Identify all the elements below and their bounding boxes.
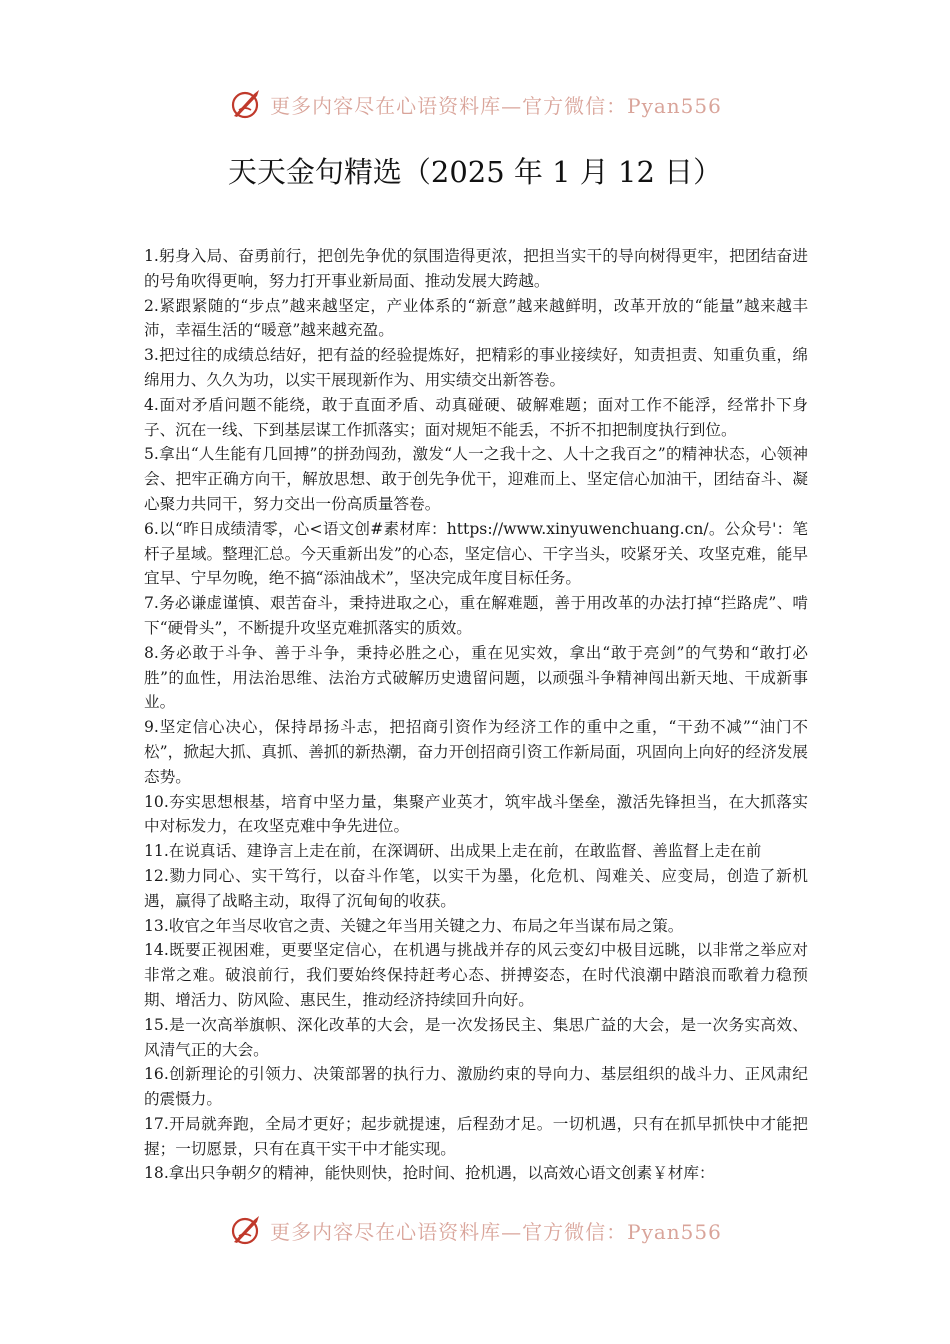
pen-logo-icon bbox=[228, 86, 264, 122]
list-item: 2.紧跟紧随的“步点”越来越坚定，产业体系的“新意”越来越鲜明，改革开放的“能量”越来越丰沛，幸福生活的“暖意”越来越充盈。 bbox=[144, 296, 808, 340]
list-item: 10.夯实思想根基，培育中坚力量，集聚产业英才，筑牢战斗堡垒，激活先锋担当，在大抓落实中对标发力，在攻坚克难中争先进位。 bbox=[144, 792, 808, 836]
header-banner bbox=[0, 84, 950, 124]
header-banner-text: 更多内容尽在心语资料库—官方微信：Pyan556 bbox=[270, 93, 722, 118]
list-item: 11.在说真话、建诤言上走在前，在深调研、出成果上走在前，在敢监督、善监督上走在前 bbox=[144, 842, 762, 861]
list-item: 1.躬身入局、奋勇前行，把创先争优的氛围造得更浓，把担当实干的导向树得更牢，把团结奋进的号角吹得更响，努力打开事业新局面、推动发展大跨越。 bbox=[144, 247, 808, 290]
list-item: 5.拿出“人生能有几回搏”的拼劲闯劲，激发“人一之我十之、人十之我百之”的精神状态，心领神会、把牢正确方向干，解放思想、敢于创先争优干，迎难而上、坚定信心加油干，团结奋斗、凝心聚力共同干，努力交出一份高质量答卷。 bbox=[144, 445, 808, 513]
footer-banner-text: 更多内容尽在心语资料库—官方微信：Pyan556 bbox=[270, 1219, 722, 1244]
list-item: 9.坚定信心决心，保持昂扬斗志，把招商引资作为经济工作的重中之重，“干劲不减”“油门不松”，掀起大抓、真抓、善抓的新热潮，奋力开创招商引资工作新局面，巩固向上向好的经济发展态势。 bbox=[144, 718, 808, 786]
footer-banner bbox=[0, 1210, 950, 1250]
document-body bbox=[144, 244, 808, 1186]
list-item: 12.勠力同心、实干笃行，以奋斗作笔，以实干为墨，化危机、闯难关、应变局，创造了新机遇，赢得了战略主动，取得了沉甸甸的收获。 bbox=[144, 866, 808, 910]
list-item: 15.是一次高举旗帜、深化改革的大会，是一次发扬民主、集思广益的大会，是一次务实高效、风清气正的大会。 bbox=[144, 1015, 808, 1059]
page-title: 天天金句精选（2025 年 1 月 12 日） bbox=[227, 155, 723, 189]
list-item: 6.以“昨日成绩清零，心<语文创#素材库：https://www.xinyuwenchuang.cn/。公众号'：笔杆子星域。整理汇总。今天重新出发”的心态，坚定信心、干字当头，咬紧牙关、攻坚克难，能早宜早、宁早勿晚，绝不搞“添油战术”，坚决完成年度目标任务。 bbox=[144, 519, 808, 588]
list-item: 14.既要正视困难，更要坚定信心，在机遇与挑战并存的风云变幻中极目远眺，以非常之举应对非常之难。破浪前行，我们要始终保持赶考心态、拼搏姿态，在时代浪潮中踏浪而歌着力稳预期、增活力、防风险、惠民生，推动经济持续回升向好。 bbox=[144, 941, 808, 1009]
list-item: 7.务必谦虚谨慎、艰苦奋斗，秉持进取之心，重在解难题，善于用改革的办法打掉“拦路虎”、啃下“硬骨头”，不断提升攻坚克难抓落实的质效。 bbox=[144, 594, 808, 637]
list-item: 17.开局就奔跑，全局才更好；起步就提速，后程劲才足。一切机遇，只有在抓早抓快中才能把握；一切愿景，只有在真干实干中才能实现。 bbox=[144, 1114, 808, 1158]
list-item: 8.务必敢于斗争、善于斗争，秉持必胜之心，重在见实效，拿出“敢于亮剑”的气势和“敢打必胜”的血性，用法治思维、法治方式破解历史遗留问题，以顽强斗争精神闯出新天地、干成新事业。 bbox=[144, 643, 808, 712]
list-item: 16.创新理论的引领力、决策部署的执行力、激励约束的导向力、基层组织的战斗力、正风肃纪的震慑力。 bbox=[144, 1065, 808, 1109]
list-item: 4.面对矛盾问题不能绕，敢于直面矛盾、动真碰硬、破解难题；面对工作不能浮，经常扑下身子、沉在一线、下到基层谋工作抓落实；面对规矩不能丢，不折不扣把制度执行到位。 bbox=[144, 395, 808, 439]
list-item: 18.拿出只争朝夕的精神，能快则快，抢时间、抢机遇，以高效心语文创素￥材库： bbox=[144, 1164, 715, 1183]
pen-logo-icon bbox=[228, 1212, 264, 1248]
list-item: 3.把过往的成绩总结好，把有益的经验提炼好，把精彩的事业接续好，知责担责、知重负重，绵绵用力、久久为功，以实干展现新作为、用实绩交出新答卷。 bbox=[144, 346, 808, 389]
list-item: 13.收官之年当尽收官之责、关键之年当用关键之力、布局之年当谋布局之策。 bbox=[144, 916, 684, 935]
